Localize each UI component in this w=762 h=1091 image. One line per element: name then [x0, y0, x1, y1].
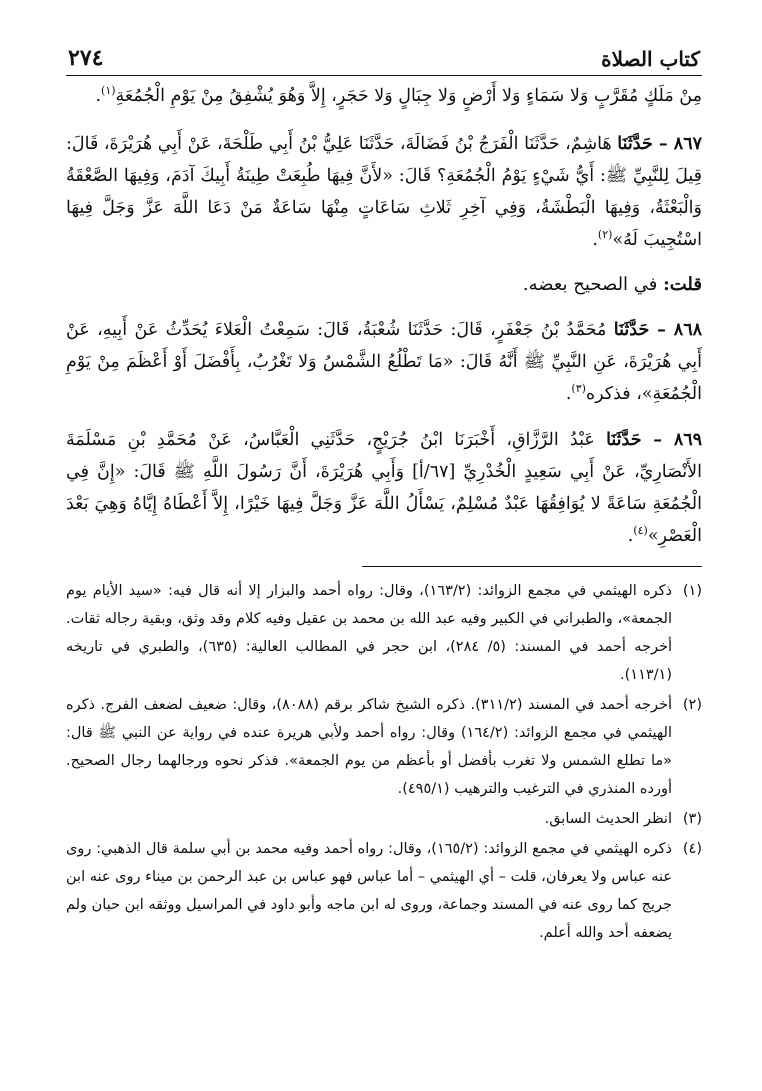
intro-paragraph [66, 80, 702, 112]
hadith-number: ٨٦٧ [673, 134, 702, 154]
footnote-ref: (٢) [597, 228, 613, 242]
hadith-number: ٨٦٨ [673, 320, 702, 340]
qult-text: في الصحيح بعضه. [522, 274, 664, 295]
intro-text: مِنْ مَلَكٍ مُقَرَّبٍ وَلا سَمَاءٍ وَلا أَرْضٍ وَلا جِبَالٍ وَلا حَجَرٍ، إِلاَّ وَهُوَ يُشْفِقُ مِنْ يَوْمِ الْجُمُعَةِ [115, 86, 702, 106]
hadith-opening: حَدَّثَنَا [613, 320, 650, 340]
footnote-number: (٣) [682, 811, 702, 827]
main-text [66, 76, 702, 552]
hadith-868 [66, 314, 702, 410]
footnotes [66, 577, 702, 947]
hadith-869 [66, 424, 702, 552]
footnote-divider [362, 566, 702, 567]
hadith-text: هَاشِمٌ، حَدَّثَنَا الْفَرَجُ بْنُ فَضَالَةَ، حَدَّثَنَا عَلِيُّ بْنُ أَبِي طَلْحَةَ، عَنْ أَبِي هُرَيْرَةَ، قَالَ: قِيلَ لِلنَّبِيِّ ﷺ: أَيُّ شَيْءٍ يَوْمُ الْجُمُعَةِ؟ قَالَ: «لأَنَّ فِيهَا طُبِعَتْ طِينَةُ أَبِيكَ آدَمَ، وَفِيهَا الصَّعْقَةُ وَالْبَعْثَةُ، وَفِيهَا الْبَطْشَةُ، وَفِي آخِرِ ثَلاثِ سَاعَاتٍ مِنْهَا سَاعَةٌ مَنْ دَعَا اللَّهَ عَزَّ وَجَلَّ فِيهَا اسْتُجِيبَ لَهُ» [66, 134, 702, 250]
separator-dash: – [649, 320, 674, 340]
qult-label: قلت: [663, 274, 702, 295]
footnote-number: (٤) [682, 841, 702, 857]
footnote-text: ذكره الهيثمي في مجمع الزوائد: (١٦٣/٢)، وقال: رواه أحمد والبزار إلا أنه قال فيه: «سيد الأيام يوم الجمعة»، والطبراني في الكبير وفيه عبد الله بن محمد بن عقيل وفيه كلام وقد وثق، وبقية رجاله ثقات. أخرجه أحمد في المسند: (٥/ ٢٨٤)، ابن حجر في المطالب العالية: (٦٣٥)، والطبري في تاريخه (١١٣/١). [66, 583, 673, 683]
separator-dash: – [652, 134, 674, 154]
hadith-text: مُحَمَّدُ بْنُ جَعْفَرٍ، قَالَ: حَدَّثَنَا شُعْبَةُ، قَالَ: سَمِعْتُ الْعَلاءَ يُحَدِّثُ عَنْ أَبِيهِ، عَنْ أَبِي هُرَيْرَةَ، عَنِ النَّبِيِّ ﷺ أَنَّهُ قَالَ: «مَا تَطْلُعُ الشَّمْسُ وَلا تَغْرُبُ، بِأَفْضَلَ أَوْ أَعْظَمَ مِنْ يَوْمِ الْجُمُعَةِ»، فذكره [66, 320, 702, 404]
footnote-2 [66, 691, 702, 803]
page-number: ٢٧٤ [68, 45, 104, 71]
footnote-1 [66, 577, 702, 689]
sentence-end: . [592, 230, 598, 250]
separator-dash: – [641, 430, 674, 450]
footnote-number: (١) [682, 583, 702, 599]
footnote-ref: (٣) [571, 382, 586, 396]
footnote-3 [66, 805, 702, 833]
qult-note [66, 270, 702, 300]
footnote-text: ذكره الهيثمي في مجمع الزوائد: (١٦٥/٢)، وقال: رواه أحمد وفيه محمد بن أبي سلمة قال الذهبي: روى عنه عباس ولا يعرفان، قلت – أي الهيثمي – أما عباس فهو عباس بن عبد الرحمن بن ميناء روى عنه ابن جريج كما روى عنه في المسند وجماعة، وروى له ابن ماجه وأبو داود في المراسيل ووثقه ابن حبان ولم يضعفه أحد والله أعلم. [65, 841, 673, 941]
footnote-ref: (٤) [633, 524, 648, 538]
sentence-end: . [95, 86, 102, 106]
sentence-end: . [627, 526, 634, 546]
sentence-end: . [565, 384, 572, 404]
footnote-text: انظر الحديث السابق. [544, 811, 672, 827]
hadith-867 [66, 128, 702, 256]
hadith-number: ٨٦٩ [673, 430, 703, 450]
footnote-text: أخرجه أحمد في المسند (٣١١/٢). ذكره الشيخ شاكر برقم (٨٠٨٨)، وقال: ضعيف لضعف الفرج. ذكره الهيثمي في مجمع الزوائد: (١٦٤/٢) وقال: رواه أحمد ولأبي هريرة عنده في رواية عن النبي ﷺ قال: «ما تطلع الشمس ولا تغرب بأفضل أو بأعظم من يوم الجمعة». فذكر نحوه ورجالهما رجال الصحيح. أورده المنذري في الترغيب والترهيب (٤٩٥/١). [66, 697, 672, 797]
hadith-text: عَبْدُ الرَّزَّاقِ، أَخْبَرَنَا ابْنُ جُرَيْجٍ، حَدَّثَنِي الْعَبَّاسُ، عَنْ مُحَمَّدِ بْنِ مَسْلَمَةَ الأَنْصَارِيِّ، عَنْ أَبِي سَعِيدٍ الْخُدْرِيِّ [٦٧/أ] وَأَبِي هُرَيْرَةَ، أَنَّ رَسُولَ اللَّهِ ﷺ قَالَ: «إِنَّ فِي الْجُمُعَةِ سَاعَةً لا يُوَافِقُهَا عَبْدٌ مُسْلِمٌ، يَسْأَلُ اللَّهَ عَزَّ وَجَلَّ فِيهَا خَيْرًا، إِلاَّ أَعْطَاهُ إِيَّاهُ وَهِيَ بَعْدَ الْعَصْرِ» [66, 430, 703, 546]
hadith-opening: حَدَّثَنَا [617, 134, 653, 154]
footnote-ref: (١) [101, 84, 116, 98]
footnote-number: (٢) [682, 697, 702, 713]
book-title: كتاب الصلاة [601, 47, 700, 71]
footnote-4 [66, 835, 702, 947]
hadith-opening: حَدَّثَنَا [606, 430, 642, 450]
page-header [66, 36, 702, 76]
